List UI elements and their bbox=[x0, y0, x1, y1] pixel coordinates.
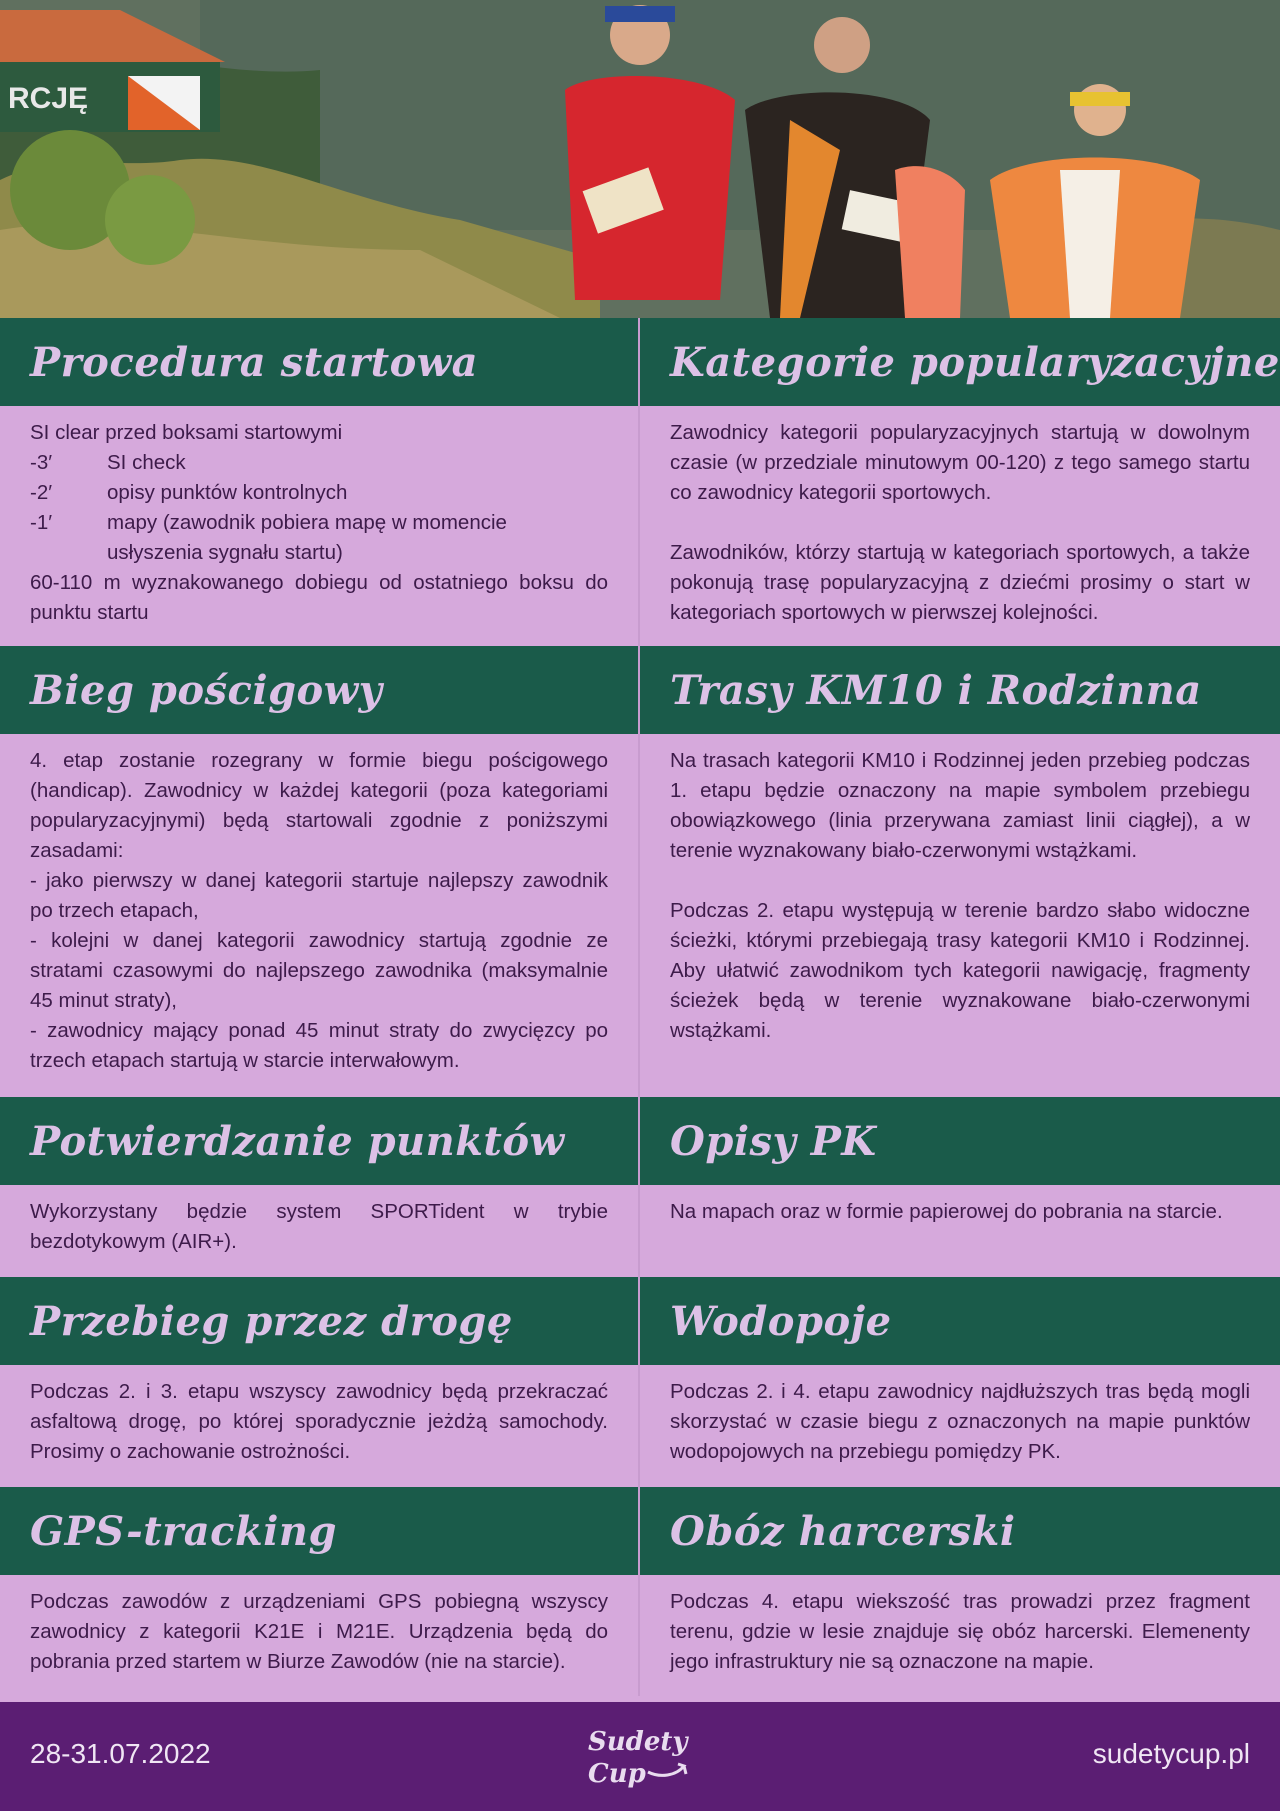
section-header bbox=[0, 1487, 638, 1575]
paragraph: Podczas 4. etapu wiekszość tras prowadzi przez fragment terenu, gdzie w lesie znajduje się obóz harcerski. Elemenenty jego infrastruktury nie są oznaczone na mapie. bbox=[670, 1590, 1250, 1673]
section-potwierdzanie bbox=[0, 1097, 640, 1277]
section-title: Obóz harcerski bbox=[670, 1507, 1016, 1555]
website-link[interactable]: sudetycup.pl bbox=[1092, 1738, 1250, 1769]
paragraph: Wykorzystany będzie system SPORTident w trybie bezdotykowym (AIR+). bbox=[30, 1200, 608, 1253]
paragraph: - jako pierwszy w danej kategorii startuje najlepszy zawodnik po trzech etapach, bbox=[30, 869, 608, 922]
row-4 bbox=[0, 1277, 1280, 1487]
section-body bbox=[640, 406, 1280, 646]
section-title: Bieg pościgowy bbox=[30, 666, 383, 714]
event-date: 28-31.07.2022 bbox=[30, 1738, 211, 1769]
section-przebieg bbox=[0, 1277, 640, 1487]
paragraph: Zawodnicy kategorii popularyzacyjnych startują w dowolnym czasie (w przedziale minutowym 00-120) z tego samego startu co zawodnicy kategorii sportowych. bbox=[670, 421, 1250, 504]
step-time: -3′ bbox=[30, 451, 53, 474]
row-5 bbox=[0, 1487, 1280, 1696]
section-body bbox=[0, 1185, 638, 1277]
section-header bbox=[0, 1277, 638, 1365]
paragraph: Podczas 2. etapu występują w terenie bardzo słabo widoczne ścieżki, którymi przebiegają trasy kategorii KM10 i Rodzinnej. Aby ułatwić zawodnikom tych kategorii nawigację, fragmenty ścieżek będą w terenie wyznakowane biało-czerwonymi wstążkami. bbox=[670, 899, 1250, 1042]
paragraph: - zawodnicy mający ponad 45 minut straty do zwycięzcy po trzech etapach startują w starcie interwałowym. bbox=[30, 1019, 608, 1072]
step-text: mapy (zawodnik pobiera mapę w momencie usłyszenia sygnału startu) bbox=[107, 511, 507, 564]
paragraph: Na trasach kategorii KM10 i Rodzinnej jeden przebieg podczas 1. etapu będzie oznaczony na mapie symbolem przebiegu obowiązkowego (linia przerywana zamiast linii ciągłej), a w terenie wyznakowany biało-czerwonymi wstążkami. bbox=[670, 749, 1250, 862]
section-header bbox=[640, 318, 1280, 406]
section-oboz bbox=[640, 1487, 1280, 1696]
paragraph: Podczas zawodów z urządzeniami GPS pobiegną wszyscy zawodnicy z kategorii K21E i M21E. Urządzenia będą do pobrania przed startem w Biurze Zawodów (nie na starcie). bbox=[30, 1590, 608, 1673]
section-body bbox=[0, 1575, 638, 1696]
procedure-step bbox=[30, 478, 608, 508]
logo-arrow-icon bbox=[648, 1764, 686, 1775]
section-header bbox=[640, 646, 1280, 734]
procedure-outro: 60-110 m wyznakowanego dobiegu od ostatniego boksu do punktu startu bbox=[30, 571, 608, 624]
step-time: -1′ bbox=[30, 511, 53, 534]
section-header bbox=[0, 1097, 638, 1185]
logo-line2: Cup bbox=[588, 1759, 646, 1789]
paragraph: Na mapach oraz w formie papierowej do pobrania na starcie. bbox=[670, 1200, 1223, 1223]
section-title: Przebieg przez drogę bbox=[30, 1297, 513, 1345]
section-title: Opisy PK bbox=[670, 1117, 877, 1165]
section-opisy bbox=[640, 1097, 1280, 1277]
section-body bbox=[640, 734, 1280, 1097]
section-header bbox=[0, 318, 638, 406]
section-body bbox=[640, 1185, 1280, 1277]
paragraph: Zawodników, którzy startują w kategoriach sportowych, a także pokonują trasę popularyzacyjną z dziećmi prosimy o start w kategoriach sportowych w pierwszej kolejności. bbox=[670, 541, 1250, 624]
section-title: Procedura startowa bbox=[30, 338, 479, 386]
row-3 bbox=[0, 1097, 1280, 1277]
section-header bbox=[640, 1097, 1280, 1185]
row-1 bbox=[0, 318, 1280, 646]
section-header bbox=[0, 646, 638, 734]
section-wodopoje bbox=[640, 1277, 1280, 1487]
section-body bbox=[0, 734, 638, 1097]
row-2 bbox=[0, 646, 1280, 1097]
section-body bbox=[640, 1365, 1280, 1487]
section-title: Potwierdzanie punktów bbox=[30, 1117, 565, 1165]
step-text: opisy punktów kontrolnych bbox=[107, 481, 348, 504]
section-body bbox=[0, 406, 638, 646]
section-header bbox=[640, 1487, 1280, 1575]
step-text: SI check bbox=[107, 451, 186, 474]
section-kategorie bbox=[640, 318, 1280, 646]
paragraph: Podczas 2. i 3. etapu wszyscy zawodnicy będą przekraczać asfaltową drogę, po której sporadycznie jeżdżą samochody. Prosimy o zachowanie ostrożności. bbox=[30, 1380, 608, 1463]
section-procedura bbox=[0, 318, 640, 646]
section-title: Kategorie popularyzacyjne bbox=[670, 338, 1280, 386]
procedure-intro: SI clear przed boksami startowymi bbox=[30, 421, 343, 444]
procedure-steps bbox=[30, 448, 608, 568]
paragraph: - kolejni w danej kategorii zawodnicy startują zgodnie ze stratami czasowymi do najlepszego zawodnika (maksymalnie 45 minut straty), bbox=[30, 929, 608, 1012]
info-grid bbox=[0, 318, 1280, 1696]
step-time: -2′ bbox=[30, 481, 53, 504]
section-body bbox=[640, 1575, 1280, 1696]
section-trasy bbox=[640, 646, 1280, 1097]
footer bbox=[0, 1702, 1280, 1811]
paragraph: Podczas 2. i 4. etapu zawodnicy najdłuższych tras będą mogli skorzystać w czasie biegu z oznaczonych na mapie punktów wodopojowych na przebiegu pomiędzy PK. bbox=[670, 1380, 1250, 1463]
tent-text: RCJĘ bbox=[8, 82, 89, 115]
section-title: Wodopoje bbox=[670, 1297, 892, 1345]
procedure-step bbox=[30, 448, 608, 478]
section-bieg bbox=[0, 646, 640, 1097]
logo-line1: Sudety bbox=[588, 1727, 688, 1757]
hero-illustration bbox=[0, 0, 1280, 318]
procedure-step bbox=[30, 508, 608, 568]
paragraph: 4. etap zostanie rozegrany w formie biegu pościgowego (handicap). Zawodnicy w każdej kategorii (poza kategoriami popularyzacyjnymi) będą startowali zgodnie z poniższymi zasadami: bbox=[30, 749, 608, 862]
section-header bbox=[640, 1277, 1280, 1365]
section-body bbox=[0, 1365, 638, 1487]
section-title: GPS-tracking bbox=[30, 1507, 337, 1555]
section-title: Trasy KM10 i Rodzinna bbox=[670, 666, 1202, 714]
sudety-cup-logo bbox=[580, 1718, 700, 1796]
section-gps bbox=[0, 1487, 640, 1696]
hero-photo bbox=[0, 0, 1280, 318]
